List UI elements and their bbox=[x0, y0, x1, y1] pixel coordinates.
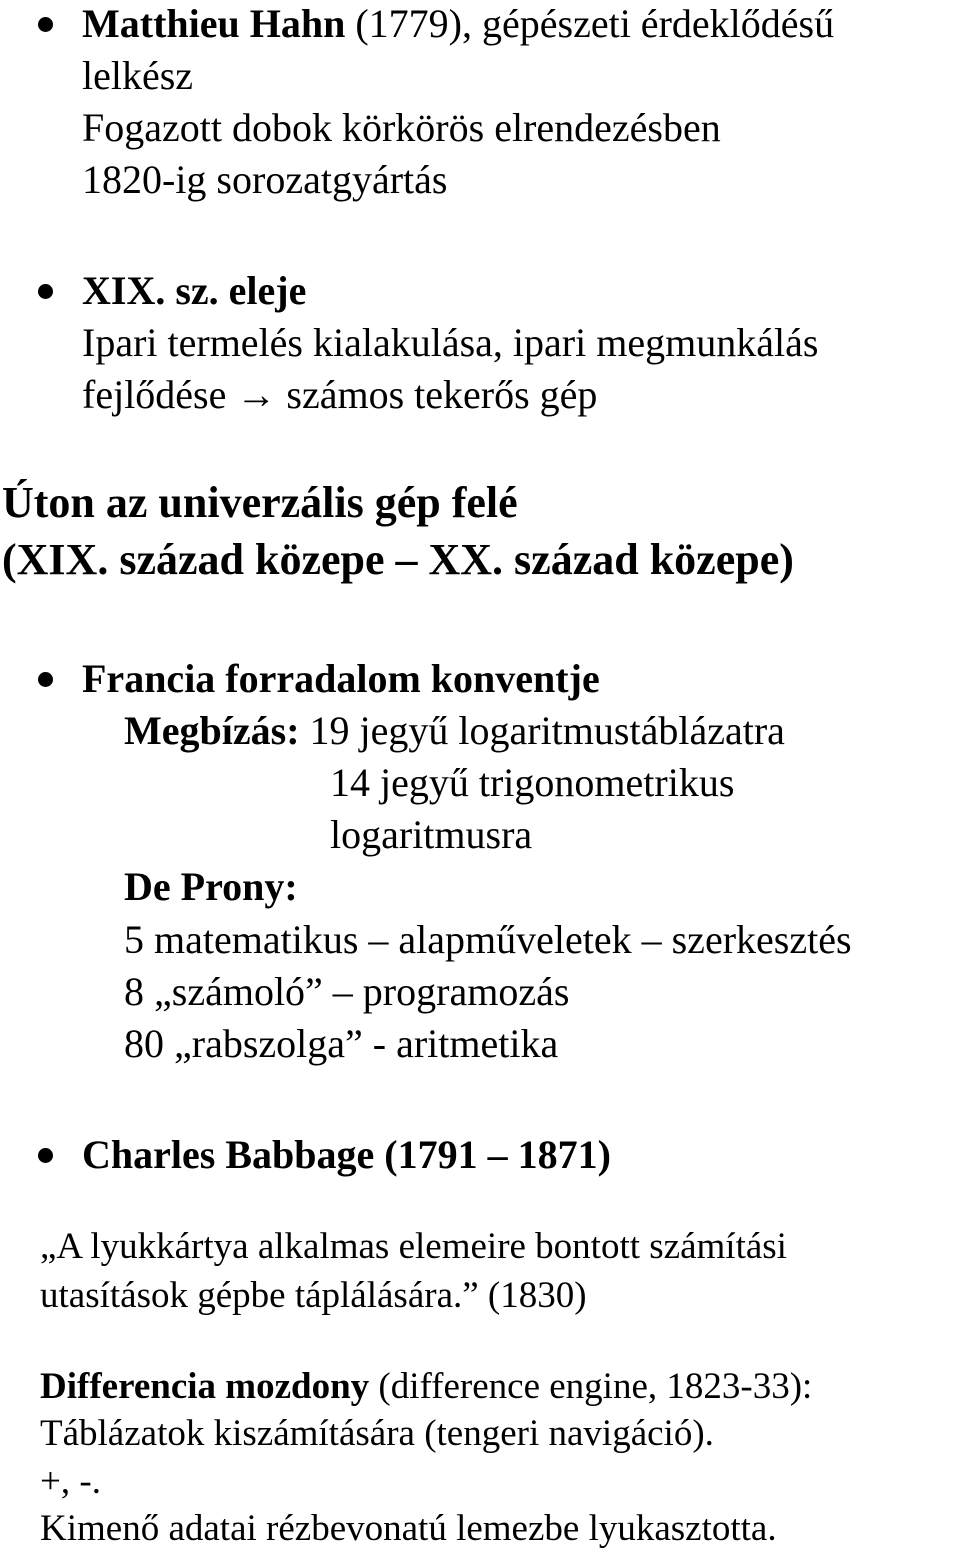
hahn-line-2: lelkész bbox=[82, 53, 194, 98]
diff-line-2: Táblázatok kiszámítására (tengeri navigáció). bbox=[40, 1413, 714, 1454]
mandate-line-3: logaritmusra bbox=[330, 812, 533, 857]
diff-rest: (difference engine, 1823-33): bbox=[369, 1366, 813, 1407]
mandate-line-2: 14 jegyű trigonometrikus bbox=[330, 760, 735, 805]
prony-label bbox=[124, 864, 298, 909]
bullet-icon bbox=[38, 284, 53, 299]
xix-title-text: XIX. sz. eleje bbox=[82, 268, 307, 313]
prony-line-2: 8 „számoló” – programozás bbox=[124, 969, 570, 1014]
francia-title-text: Francia forradalom konventje bbox=[82, 656, 600, 701]
babbage-title bbox=[82, 1132, 611, 1177]
heading-line-2: (XIX. század közepe – XX. század közepe) bbox=[2, 535, 794, 584]
xix-line-3: fejlődése → számos tekerős gép bbox=[82, 372, 598, 417]
hahn-line-4: 1820-ig sorozatgyártás bbox=[82, 157, 448, 202]
prony-label-text: De Prony: bbox=[124, 864, 298, 909]
xix-line-2: Ipari termelés kialakulása, ipari megmunkálás bbox=[82, 320, 819, 365]
hahn-name: Matthieu Hahn bbox=[82, 1, 346, 46]
bullet-icon bbox=[38, 17, 53, 32]
section-heading-1 bbox=[2, 478, 518, 527]
hahn-line-3: Fogazott dobok körkörös elrendezésben bbox=[82, 105, 721, 150]
mandate-label: Megbízás: bbox=[124, 708, 300, 753]
prony-line-1: 5 matematikus – alapműveletek – szerkesztés bbox=[124, 917, 852, 962]
diff-label: Differencia mozdony bbox=[40, 1366, 370, 1407]
diff-line-1 bbox=[40, 1368, 812, 1405]
quote-line-1: „A lyukkártya alkalmas elemeire bontott számítási bbox=[40, 1226, 787, 1267]
hahn-line-1 bbox=[82, 1, 835, 46]
section-heading-2 bbox=[2, 535, 794, 584]
babbage-title-text: Charles Babbage (1791 – 1871) bbox=[82, 1132, 611, 1177]
mandate-line-1 bbox=[124, 708, 785, 753]
diff-line-3: +, -. bbox=[40, 1461, 101, 1502]
xix-title bbox=[82, 268, 307, 313]
diff-line-4: Kimenő adatai rézbevonatú lemezbe lyukasztotta. bbox=[40, 1508, 777, 1549]
heading-line-1: Úton az univerzális gép felé bbox=[2, 478, 518, 527]
bullet-icon bbox=[38, 672, 53, 687]
mandate-text-1: 19 jegyű logaritmustáblázatra bbox=[299, 708, 785, 753]
bullet-icon bbox=[38, 1148, 53, 1163]
hahn-year: (1779), gépészeti érdeklődésű bbox=[345, 1, 835, 46]
francia-title bbox=[82, 656, 600, 701]
prony-line-3: 80 „rabszolga” - aritmetika bbox=[124, 1021, 559, 1066]
quote-line-2: utasítások gépbe táplálására.” (1830) bbox=[40, 1275, 587, 1316]
